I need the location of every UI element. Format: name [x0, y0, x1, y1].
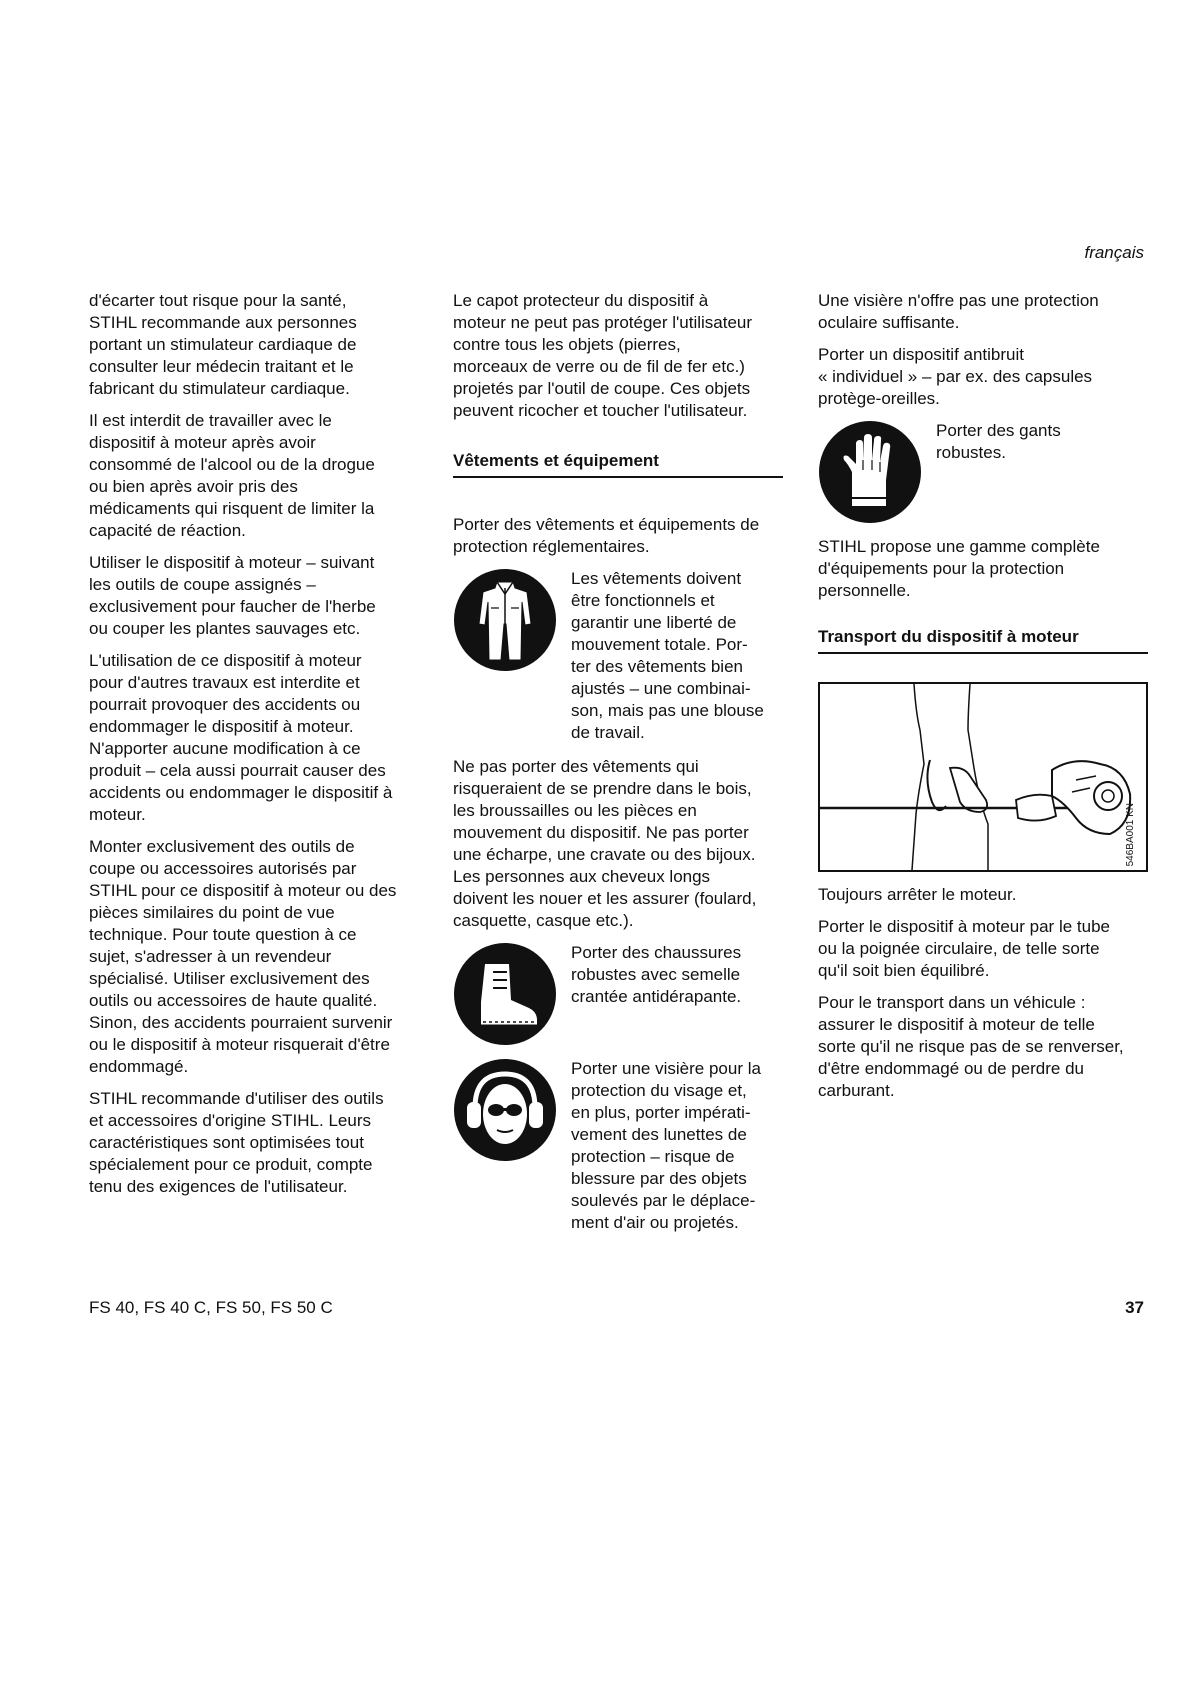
paragraph: Toujours arrêter le moteur.	[818, 885, 1017, 904]
page-number: 37	[1125, 1298, 1144, 1317]
boots-instruction	[453, 942, 788, 1046]
transport-illustration	[818, 682, 1148, 872]
paragraph: Ne pas porter des vêtements qui risqueraient de se prendre dans le bois, les broussailles ou les pièces en mouvement du dispositif. Ne pas porter une écharpe, une cravate ou des bijoux. Les personnes aux cheveux longs doivent les nouer et les assurer (foulard, casquette, casque etc.).	[453, 757, 757, 930]
paragraph: L'utilisation de ce dispositif à moteur pour d'autres travaux est interdite et pourrait provoquer des accidents ou endommager le dispositif à moteur. N'apporter aucune modification à ce produit – cela aussi pourrait causer des accidents ou endommager le dispositif à moteur.	[89, 651, 393, 824]
face-shield-earmuff-icon	[453, 1058, 557, 1162]
paragraph: STIHL recommande d'utiliser des outils et accessoires d'origine STIHL. Leurs caractéristiques sont optimisées tout spécialement pour ce produit, compte tenu des exigences de l'utilisateur.	[89, 1089, 384, 1196]
paragraph: Porter un dispositif antibruit « individuel » – par ex. des capsules protège-oreilles.	[818, 345, 1093, 408]
glove-icon	[818, 420, 922, 524]
paragraph: Pour le transport dans un véhicule : assurer le dispositif à moteur de telle sorte qu'il ne risque pas de se renverser, d'être endommagé ou de perdre du carburant.	[818, 993, 1124, 1100]
figure-code: 546BA001 KN	[1125, 802, 1136, 866]
column-1	[89, 290, 424, 1208]
paragraph: Une visière n'offre pas une protection oculaire suffisante.	[818, 291, 1099, 332]
gloves-text: Porter des gants robustes.	[936, 421, 1061, 462]
paragraph: STIHL propose une gamme complète d'équipements pour la protection personnelle.	[818, 537, 1100, 600]
column-2	[453, 290, 788, 1246]
paragraph: Il est interdit de travailler avec le dispositif à moteur après avoir consommé de l'alcool ou de la drogue ou bien après avoir pris des médicaments qui risquent de limiter la capacité de réaction.	[89, 411, 375, 540]
paragraph: d'écarter tout risque pour la santé, STIHL recommande aux personnes portant un stimulateur cardiaque de consulter leur médecin traitant et le fabricant du stimulateur cardiaque.	[89, 291, 357, 398]
boots-text: Porter des chaussures robustes avec semelle crantée antidérapante.	[571, 943, 742, 1006]
clothing-instruction	[453, 568, 788, 744]
column-3	[818, 290, 1153, 1112]
footer-models: FS 40, FS 40 C, FS 50, FS 50 C	[89, 1298, 333, 1317]
boot-icon	[453, 942, 557, 1046]
coverall-icon	[453, 568, 557, 672]
paragraph: Le capot protecteur du dispositif à moteur ne peut pas protéger l'utilisateur contre tous les objets (pierres, morceaux de verre ou de fil de fer etc.) projetés par l'outil de coupe. Ces objets peuvent ricocher et toucher l'utilisateur.	[453, 291, 753, 420]
visor-instruction	[453, 1058, 788, 1234]
paragraph: Utiliser le dispositif à moteur – suivant les outils de coupe assignés – exclusivement pour faucher de l'herbe ou couper les plantes sauvages etc.	[89, 553, 376, 638]
visor-text: Porter une visière pour la protection du visage et, en plus, porter impérati- vement des lunettes de protection – risque de blessure par des objets soulevés par le déplace- ment d'air ou projetés.	[571, 1059, 761, 1232]
gloves-instruction	[818, 420, 1153, 524]
paragraph: Porter le dispositif à moteur par le tube ou la poignée circulaire, de telle sorte qu'il soit bien équilibré.	[818, 917, 1110, 980]
paragraph: Monter exclusivement des outils de coupe ou accessoires autorisés par STIHL pour ce dispositif à moteur ou des pièces similaires du point de vue technique. Pour toute question à ce sujet, s'adresser à un revendeur spécialisé. Utiliser exclusivement des outils ou accessoires de haute qualité. Sinon, des accidents pourraient survenir ou le dispositif à moteur risquerait d'être endommagé.	[89, 837, 397, 1076]
section-heading-clothing: Vêtements et équipement	[453, 450, 783, 478]
language-label: français	[1084, 243, 1144, 262]
paragraph: Porter des vêtements et équipements de protection réglementaires.	[453, 515, 760, 556]
clothing-text: Les vêtements doivent être fonctionnels et garantir une liberté de mouvement totale. Por- ter des vêtements bien ajustés – une combinai- son, mais pas une blouse de travail.	[571, 569, 764, 742]
section-heading-transport: Transport du dispositif à moteur	[818, 626, 1148, 654]
